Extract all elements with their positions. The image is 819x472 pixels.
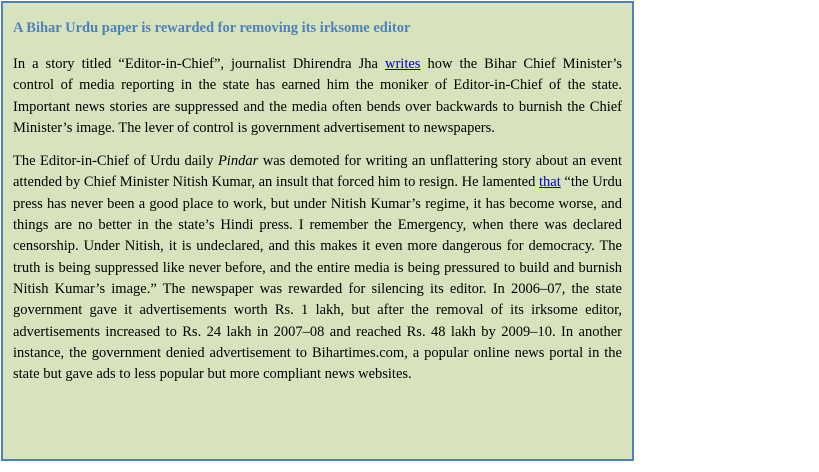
paragraph-1	[13, 54, 622, 139]
p1-text-after-link: how the Bihar Chief Minister’s control of media reporting in the state has earned him the moniker of Editor-in-Chief of the state. Important news stories are suppressed and the media often bends over backwards to burnish the Chief Minister’s image. The lever of control is government advertisement to newspapers.	[13, 56, 622, 136]
p2-text-middle: was demoted for writing an unflattering story about an event attended by Chief Minister Nitish Kumar, an insult that forced him to resign. He lamented	[13, 153, 622, 191]
article-title: A Bihar Urdu paper is rewarded for removing its irksome editor	[13, 20, 411, 36]
paragraph-2	[13, 151, 622, 385]
that-link[interactable]: that	[539, 174, 561, 191]
p2-text-end: “the Urdu press has never been a good place to work, but under Nitish Kumar’s regime, it has become worse, and things are no better in the state’s Hindi press. I remember the Emergency, when there was declared censorship. Under Nitish, it is undeclared, and this makes it even more dangerous for democracy. The truth is being suppressed like never before, and the entire media is being pressured to build and burnish Nitish Kumar’s image.” The newspaper was rewarded for silencing its editor. In 2006–07, the state government gave it advertisements worth Rs. 1 lakh, but after the removal of its irksome editor, advertisements increased to Rs. 24 lakh in 2007–08 and reached Rs. 48 lakh by 2009–10. In another instance, the government denied advertisement to Bihartimes.com, a popular online news portal in the state but gave ads to less popular but more compliant news websites.	[13, 174, 623, 383]
p2-text-start: The Editor-in-Chief of Urdu daily	[13, 153, 218, 170]
article-box	[1, 1, 634, 461]
p1-text-before-link: In a story titled “Editor-in-Chief”, journalist Dhirendra Jha	[13, 56, 385, 72]
paper-name: Pindar	[217, 153, 259, 170]
writes-link[interactable]: writes	[384, 56, 421, 72]
